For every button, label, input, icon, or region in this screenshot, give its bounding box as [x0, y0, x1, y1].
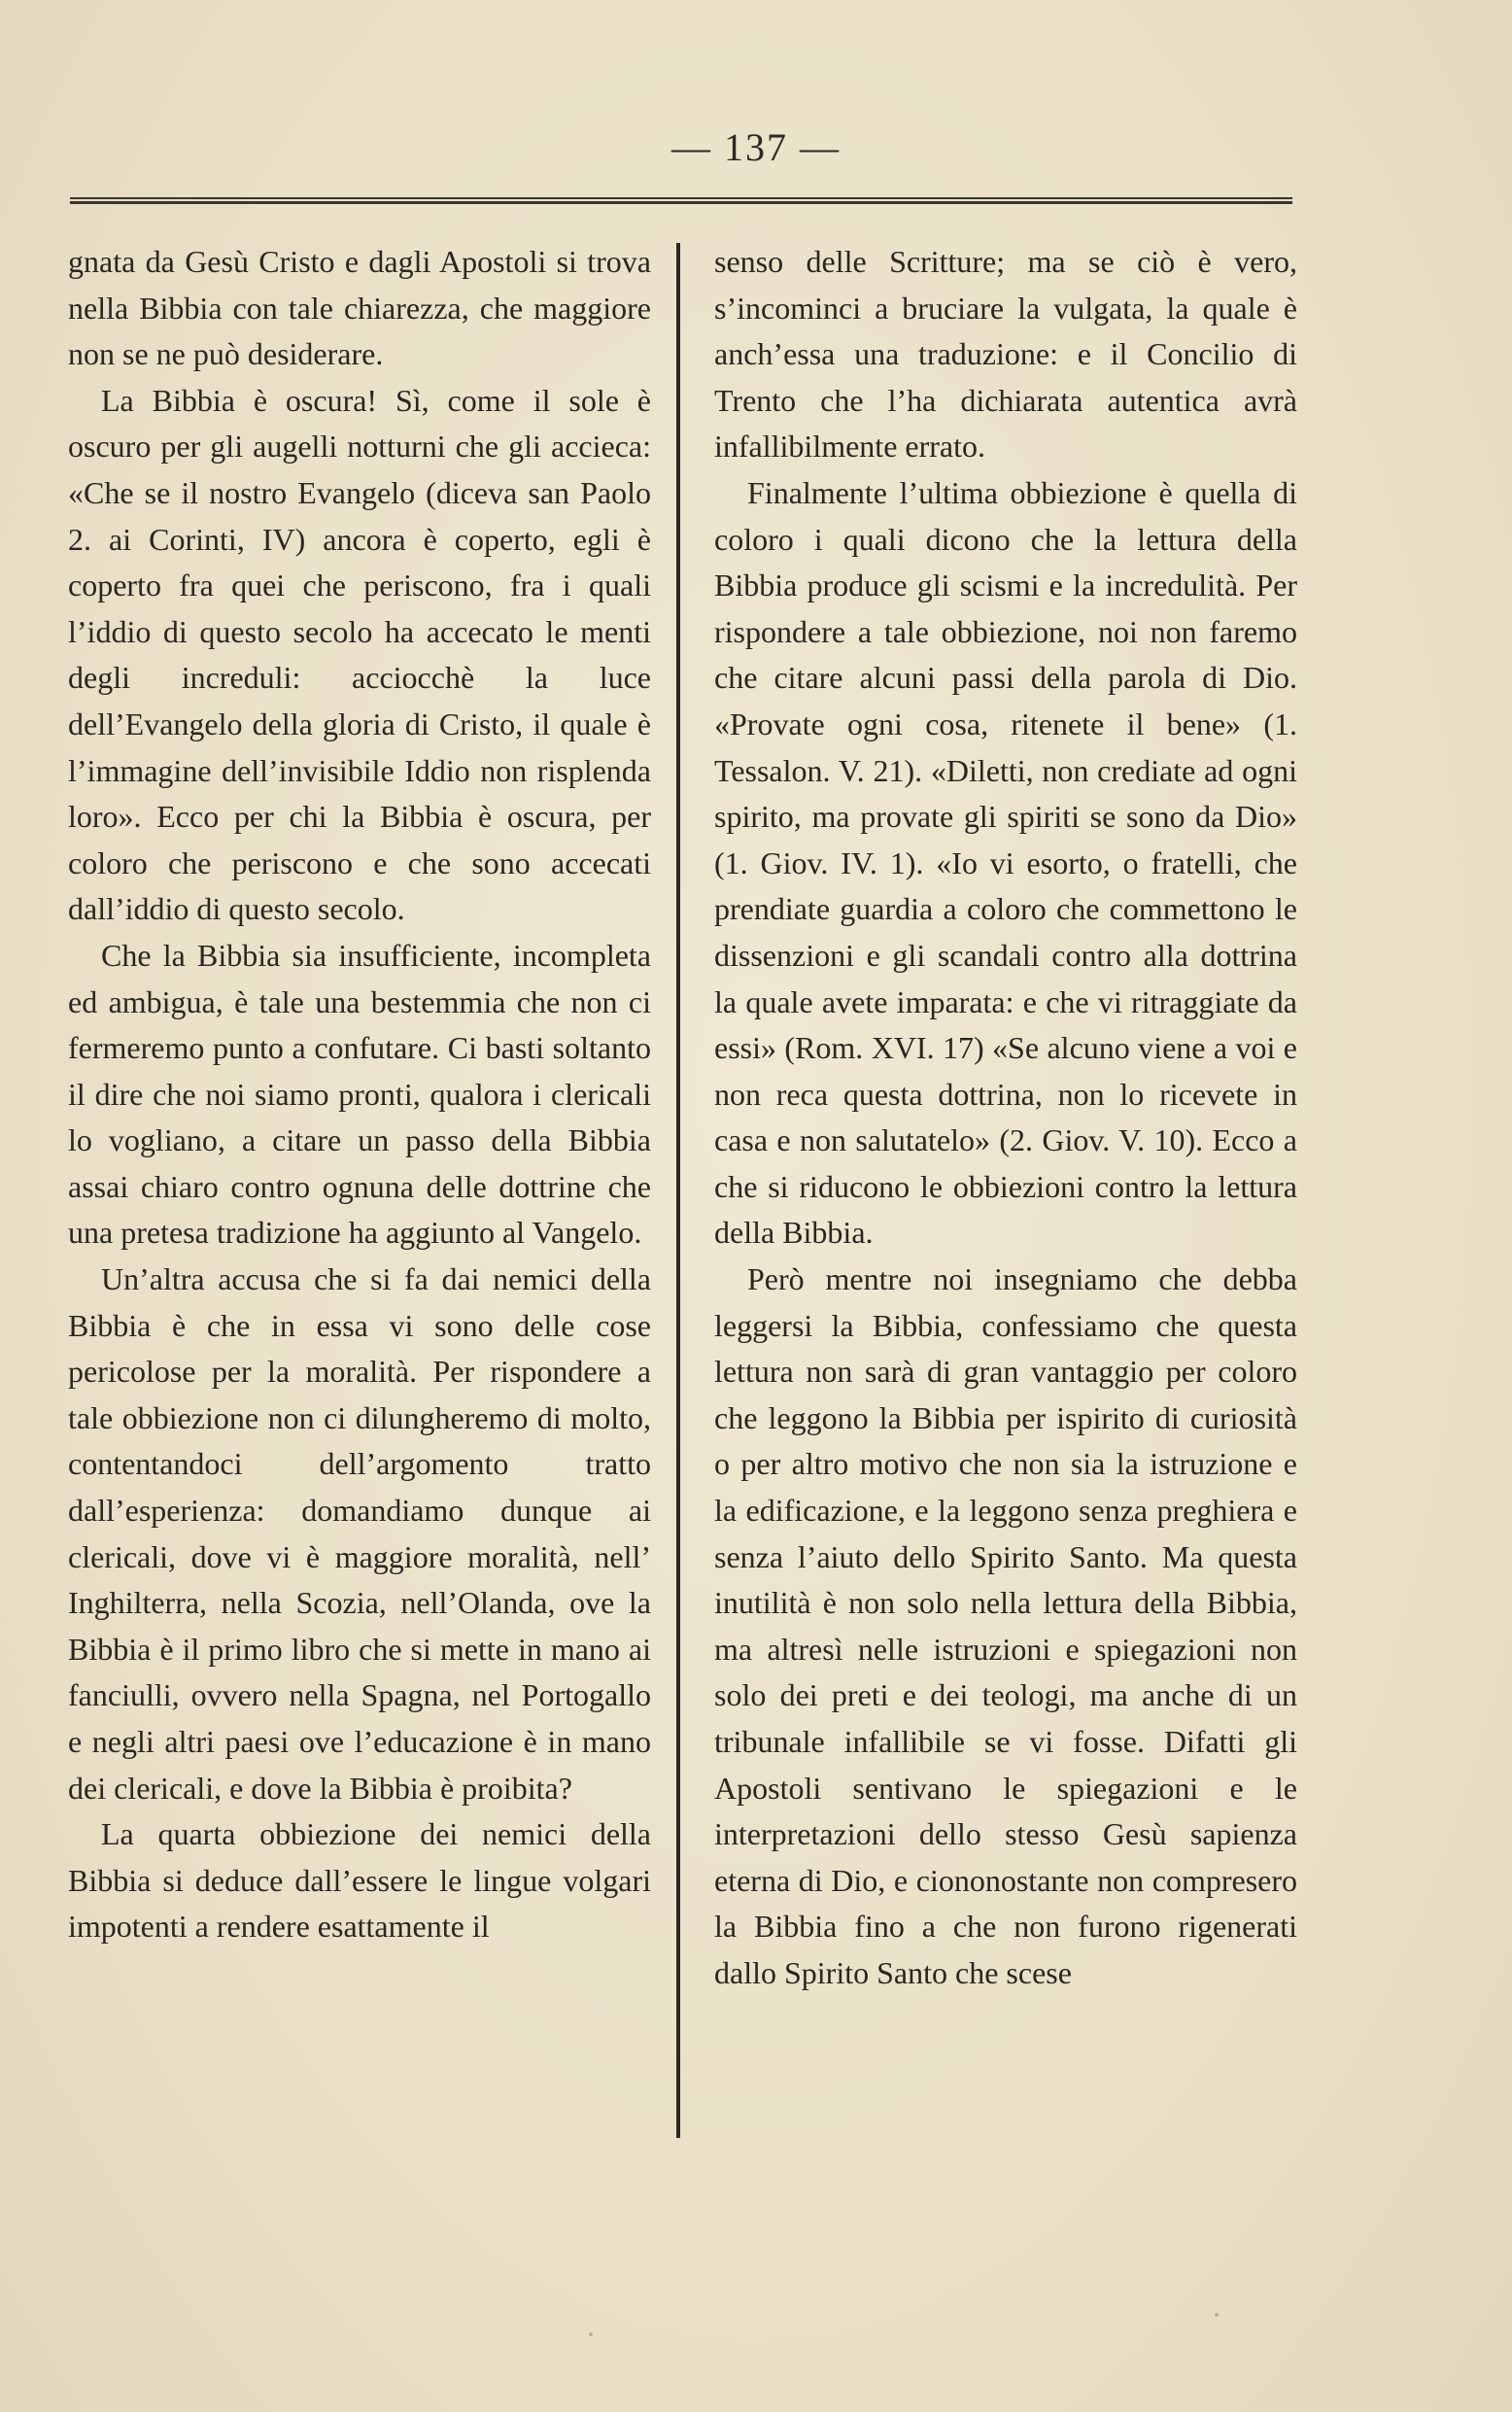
paragraph: senso delle Scritture; ma se ciò è vero, s’incominci a bruciare la vulgata, la quale è anch’essa una traduzione: e il Concilio di Trento che l’ha dichiarata autentica avrà infallibilmente errato.	[714, 244, 1297, 465]
paragraph: Un’altra accusa che si fa dai nemici della Bibbia è che in essa vi sono delle cose pericolose per la moralità. Per rispondere a tale obbiezione non ci dilungheremo di molto, contentandoci dell’argomento tratto dall’esperienza: domandiamo dunque ai clericali, dove vi è maggiore moralità, nell’ Inghilterra, nella Scozia, nell’Olanda, ove la Bibbia è il primo libro che si mette in mano ai fanciulli, ovvero nella Spagna, nel Portogallo e negli altri paesi ove l’educazione è in mano dei clericali, e dove la Bibbia è proibita?	[68, 1261, 651, 1806]
right-column	[714, 239, 1297, 1997]
header-rule	[70, 197, 1292, 204]
page-number: — 137 —	[671, 125, 841, 169]
paper-speck	[1215, 2313, 1219, 2317]
paragraph: La quarta obbiezione dei nemici della Bibbia si deduce dall’essere le lingue volgari impotenti a rendere esattamente il	[68, 1816, 651, 1945]
left-column	[68, 239, 651, 1950]
paragraph: gnata da Gesù Cristo e dagli Apostoli si trova nella Bibbia con tale chiarezza, che maggiore non se ne può desiderare.	[68, 244, 651, 372]
paper-speck	[589, 2332, 593, 2336]
paragraph: La Bibbia è oscura! Sì, come il sole è oscuro per gli augelli notturni che gli accieca: «Che se il nostro Evangelo (diceva san Paolo 2. ai Corinti, IV) ancora è coperto, egli è coperto fra quei che periscono, fra i quali l’iddio di questo secolo ha accecato le menti degli increduli: acciocchè la luce dell’Evangelo della gloria di Cristo, il quale è l’immagine dell’invisibile Iddio non risplenda loro». Ecco per chi la Bibbia è oscura, per coloro che periscono e che sono accecati dall’iddio di questo secolo.	[68, 382, 651, 927]
column-divider	[676, 243, 680, 2138]
paragraph: Finalmente l’ultima obbiezione è quella di coloro i quali dicono che la lettura della Bibbia produce gli scismi e la incredulità. Per rispondere a tale obbiezione, noi non faremo che citare alcuni passi della parola di Dio. «Provate ogni cosa, ritenete il bene» (1. Tessalon. V. 21). «Diletti, non crediate ad ogni spirito, ma provate gli spiriti se sono da Dio» (1. Giov. IV. 1). «Io vi esorto, o fratelli, che prendiate guardia a coloro che commettono le dissenzioni e gli scandali contro alla dottrina la quale avete imparata: e che vi ritraggiate da essi» (Rom. XVI. 17) «Se alcuno viene a voi e non reca questa dottrina, non lo ricevete in casa e non salutatelo» (2. Giov. V. 10). Ecco a che si riducono le obbiezioni contro la lettura della Bibbia.	[714, 474, 1297, 1251]
paragraph: Che la Bibbia sia insufficiente, incompleta ed ambigua, è tale una bestemmia che non ci fermeremo punto a confutare. Ci basti soltanto il dire che noi siamo pronti, qualora i clericali lo vogliano, a citare un passo della Bibbia assai chiaro contro ognuna delle dottrine che una pretesa tradizione ha aggiunto al Vangelo.	[68, 937, 651, 1251]
paragraph: Però mentre noi insegniamo che debba leggersi la Bibbia, confessiamo che questa lettura non sarà di gran vantaggio per coloro che leggono la Bibbia per ispirito di curiosità o per altro motivo che non sia la istruzione e la edificazione, e la leggono senza preghiera e senza l’aiuto dello Spirito Santo. Ma questa inutilità è non solo nella lettura della Bibbia, ma altresì nelle istruzioni e spiegazioni non solo dei preti e dei teologi, ma anche di un tribunale infallibile se vi fosse. Difatti gli Apostoli sentivano le spiegazioni e le interpretazioni dello stesso Gesù sapienza eterna di Dio, e ciononostante non compresero la Bibbia fino a che non furono rigenerati dallo Spirito Santo che scese	[714, 1261, 1297, 1990]
